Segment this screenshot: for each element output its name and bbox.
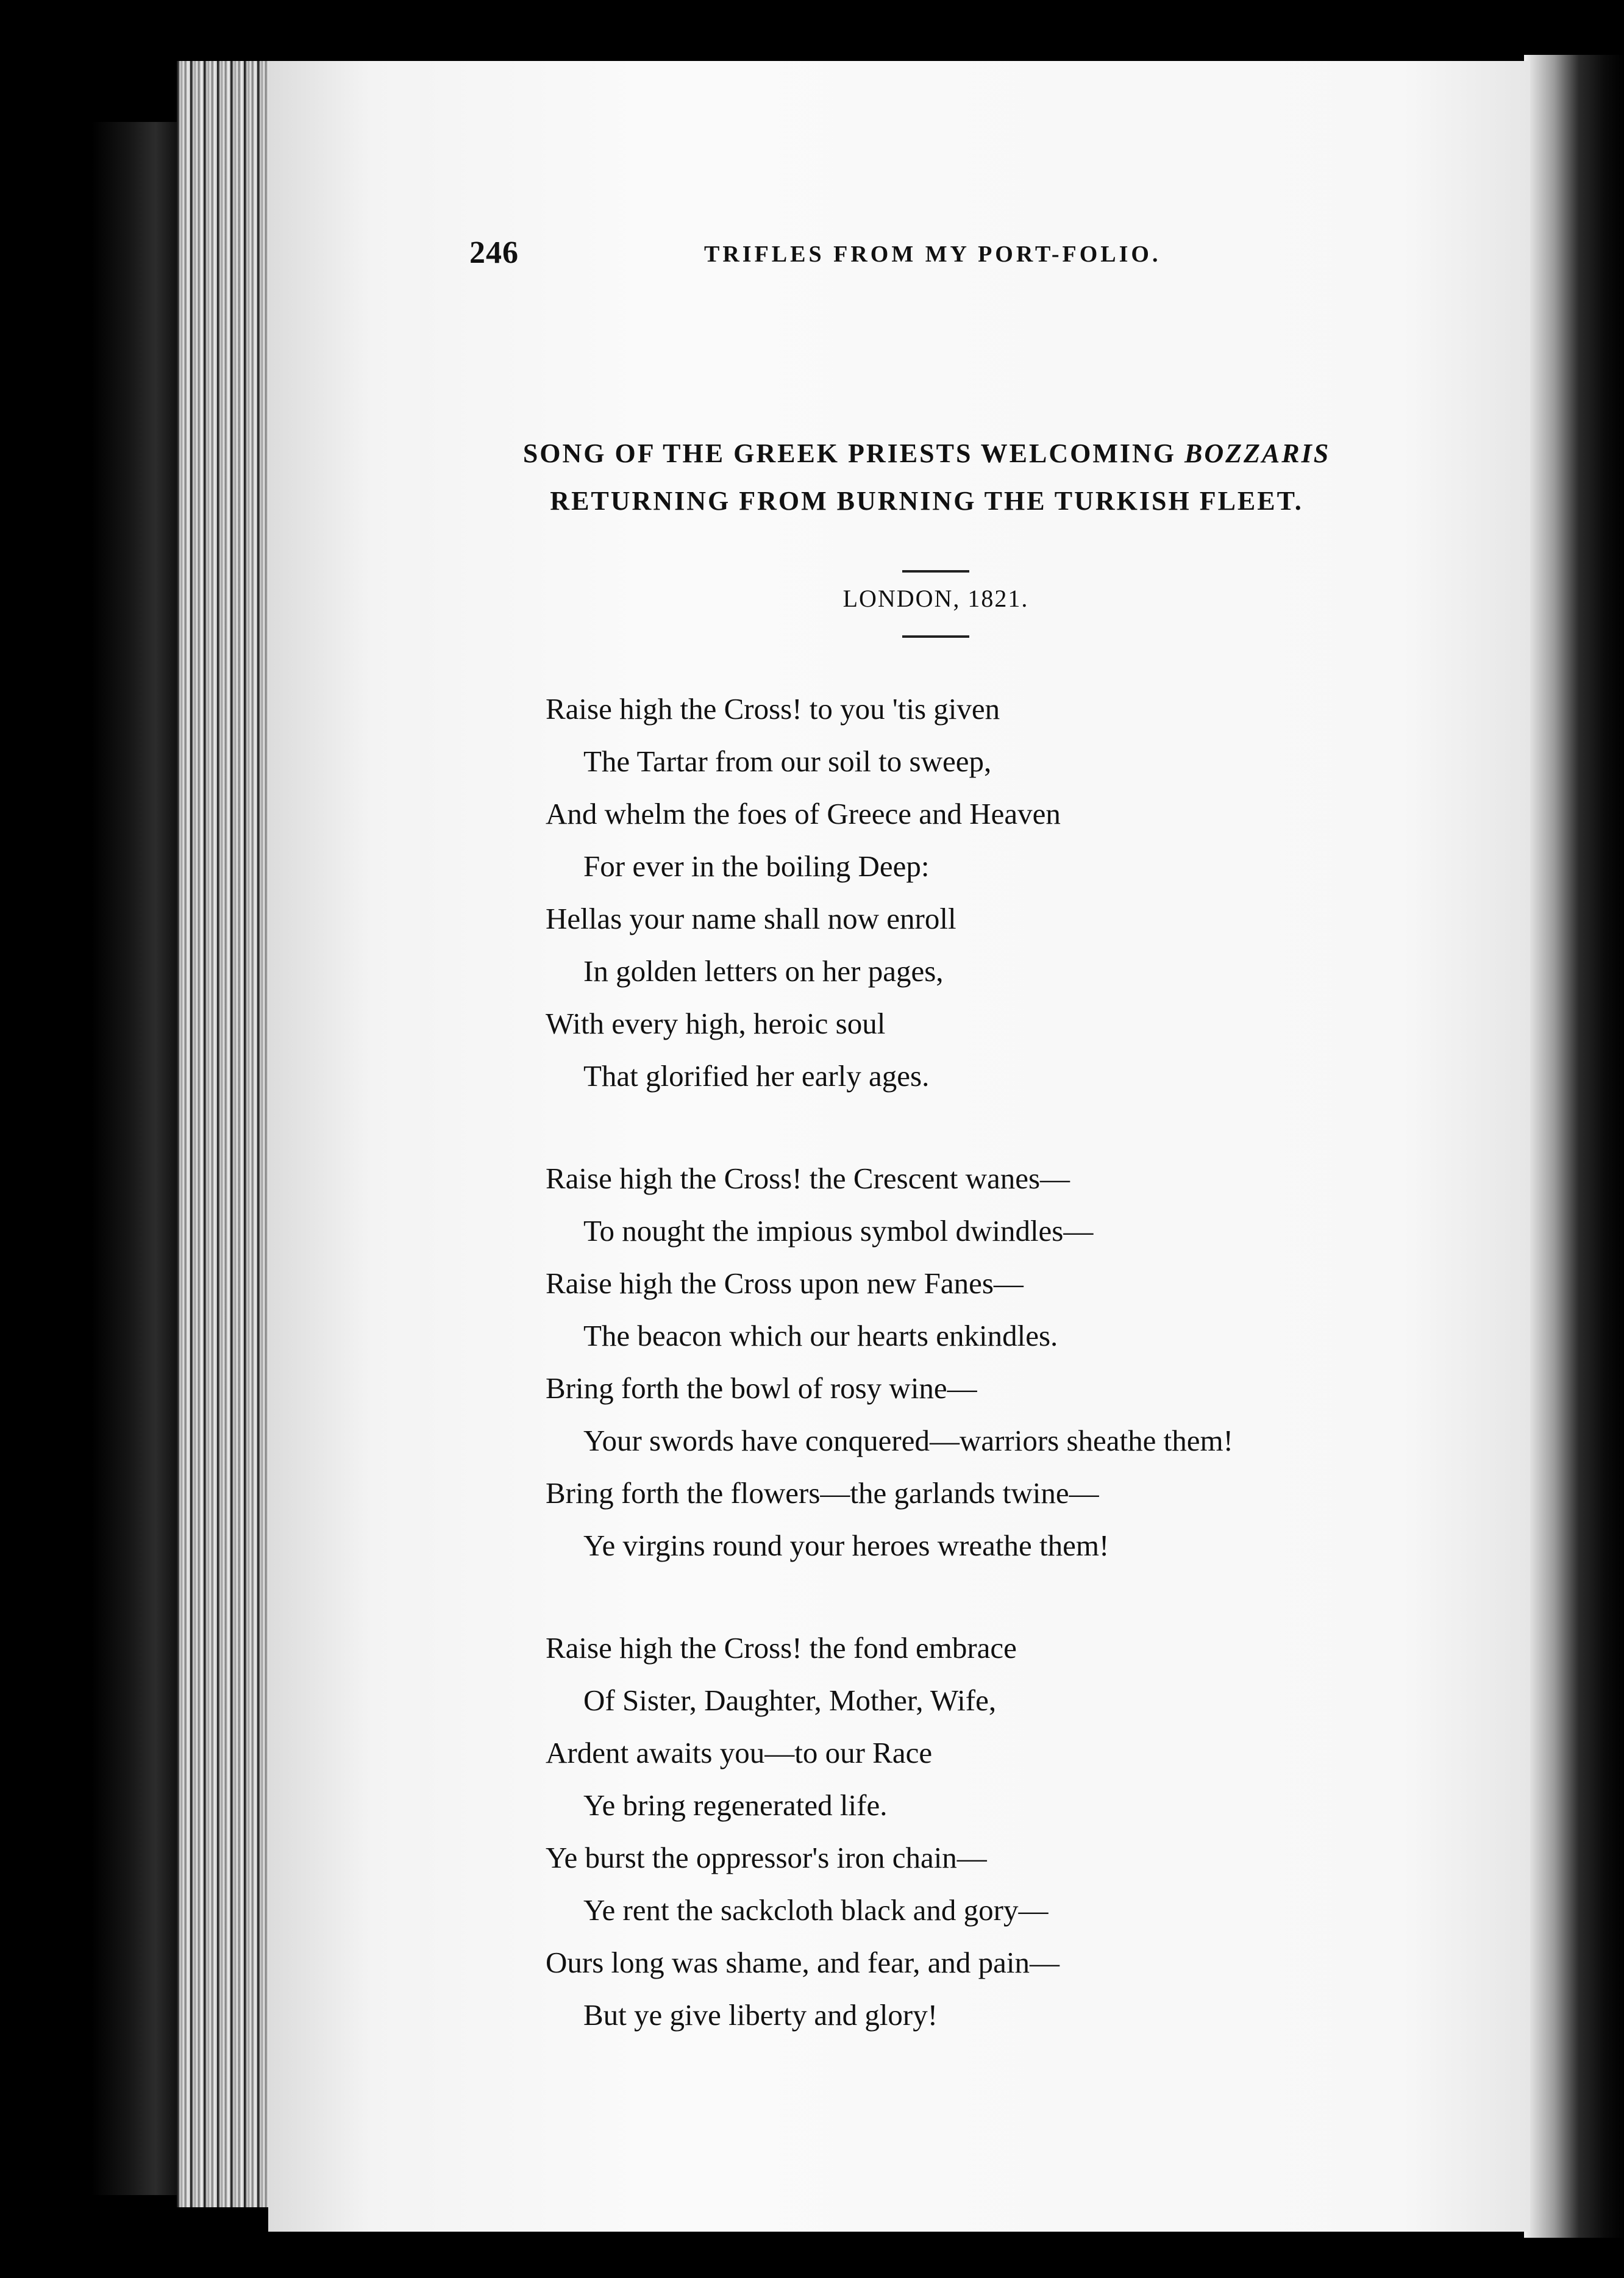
book-spine-shadow (91, 122, 183, 2195)
verse-line: Raise high the Cross! to you 'tis given (546, 692, 1000, 726)
verse-line: The beacon which our hearts enkindles. (583, 1319, 1058, 1352)
verse-line: Raise high the Cross upon new Fanes— (546, 1266, 1024, 1300)
verse-line: Ye bring regenerated life. (583, 1788, 888, 1822)
poem-title-line-2: RETURNING FROM BURNING THE TURKISH FLEET. (550, 486, 1303, 516)
poem-title (427, 430, 1426, 525)
verse-line: The Tartar from our soil to sweep, (583, 744, 992, 778)
verse-line: Raise high the Cross! the Crescent wanes— (546, 1162, 1070, 1195)
verse-line: Bring forth the bowl of rosy wine— (546, 1371, 977, 1405)
verse-line: Ye rent the sackcloth black and gory— (583, 1893, 1049, 1927)
poem-title-name: BOZZARIS (1184, 438, 1331, 468)
page-number: 246 (469, 235, 519, 270)
verse-line: Of Sister, Daughter, Mother, Wife, (583, 1684, 997, 1717)
stanza-3 (546, 1622, 1460, 2041)
stanza-2 (546, 1152, 1460, 1572)
verse-line: And whelm the foes of Greece and Heaven (546, 797, 1061, 830)
verse-line: To nought the impious symbol dwindles— (583, 1214, 1094, 1248)
verse-line: Ours long was shame, and fear, and pain— (546, 1946, 1060, 1979)
running-head (469, 235, 1186, 277)
verse-line: With every high, heroic soul (546, 1007, 886, 1040)
verse-line: Bring forth the flowers—the garlands twine— (546, 1476, 1099, 1510)
stanza-1 (546, 683, 1460, 1102)
verse-line: But ye give liberty and glory! (583, 1998, 938, 2032)
rule-above-dateline (902, 570, 969, 573)
dateline: LONDON, 1821. (842, 585, 1029, 612)
verse-line: For ever in the boiling Deep: (583, 849, 930, 883)
running-head-title: TRIFLES FROM MY PORT-FOLIO. (704, 241, 1161, 267)
verse-line: Ardent awaits you—to our Race (546, 1736, 933, 1769)
verse-line: Hellas your name shall now enroll (546, 902, 956, 935)
verse-line: Ye virgins round your heroes wreathe them! (583, 1529, 1109, 1562)
page-block-edges (177, 61, 274, 2207)
poem-title-prefix: SONG OF THE GREEK PRIESTS WELCOMING (522, 438, 1176, 468)
poem-body (546, 683, 1460, 2091)
verse-line: In golden letters on her pages, (583, 954, 944, 988)
verse-line: Ye burst the oppressor's iron chain— (546, 1841, 987, 1874)
facing-page-edge (1524, 55, 1624, 2238)
rule-below-dateline (902, 635, 969, 638)
verse-line: Raise high the Cross! the fond embrace (546, 1631, 1017, 1665)
poem-title-line-1 (427, 430, 1426, 477)
verse-line: That glorified her early ages. (583, 1059, 930, 1093)
verse-line: Your swords have conquered—warriors sheathe them! (583, 1424, 1233, 1457)
